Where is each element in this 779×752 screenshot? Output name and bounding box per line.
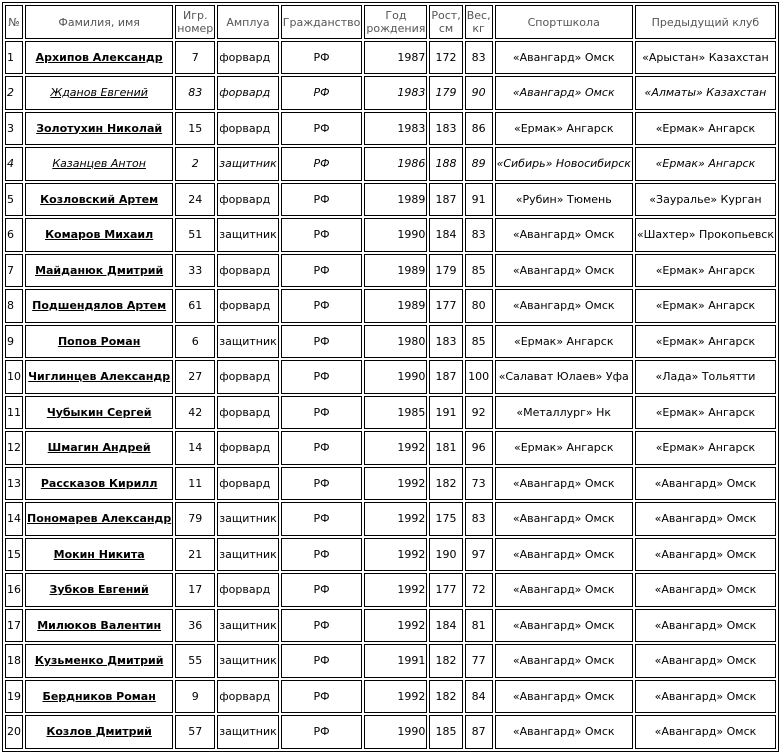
- cell-birth-year: 1992: [364, 431, 427, 465]
- cell-name: [25, 715, 173, 749]
- cell-prev-club: «Авангард» Омск: [635, 715, 776, 749]
- player-name-link[interactable]: Комаров Михаил: [45, 228, 154, 241]
- cell-school: «Авангард» Омск: [495, 538, 633, 571]
- cell-citizenship: РФ: [281, 254, 363, 287]
- table-row: [5, 538, 776, 571]
- player-name-link[interactable]: Майданюк Дмитрий: [35, 263, 164, 277]
- table-row: [5, 644, 776, 678]
- player-name-link[interactable]: Козлов Дмитрий: [46, 725, 152, 738]
- cell-height: 187: [429, 183, 462, 216]
- cell-prev-club: «Лада» Тольятти: [635, 360, 776, 394]
- cell-name: [25, 254, 173, 287]
- cell-num: 2: [5, 76, 23, 110]
- cell-num: 5: [5, 183, 23, 216]
- cell-jersey: 9: [175, 680, 215, 713]
- cell-prev-club: «Авангард» Омск: [635, 502, 776, 536]
- cell-citizenship: РФ: [281, 360, 363, 394]
- cell-prev-club: «Ермак» Ангарск: [635, 396, 776, 429]
- player-name-link[interactable]: Рассказов Кирилл: [40, 476, 158, 490]
- table-row: [5, 467, 776, 500]
- cell-citizenship: РФ: [281, 644, 363, 678]
- cell-prev-club: «Ермак» Ангарск: [635, 147, 776, 181]
- cell-school: «Сибирь» Новосибирск: [495, 147, 633, 181]
- cell-jersey: 33: [175, 254, 215, 287]
- cell-school: «Авангард» Омск: [495, 715, 633, 749]
- cell-weight: 73: [465, 467, 493, 500]
- cell-height: 182: [429, 467, 462, 500]
- table-row: [5, 502, 776, 536]
- cell-num: 7: [5, 254, 23, 287]
- cell-height: 172: [429, 41, 462, 74]
- player-name-link[interactable]: Чубыкин Сергей: [46, 405, 152, 419]
- cell-height: 191: [429, 396, 462, 429]
- cell-birth-year: 1987: [364, 41, 427, 74]
- cell-jersey: 27: [175, 360, 215, 394]
- cell-name: [25, 289, 173, 323]
- cell-school: «Ермак» Ангарск: [495, 325, 633, 358]
- cell-num: 19: [5, 680, 23, 713]
- cell-weight: 85: [465, 254, 493, 287]
- cell-birth-year: 1990: [364, 218, 427, 252]
- cell-prev-club: «Алматы» Казахстан: [635, 76, 776, 110]
- cell-prev-club: «Авангард» Омск: [635, 644, 776, 678]
- player-name-link[interactable]: Зубков Евгений: [49, 583, 149, 596]
- cell-weight: 96: [465, 431, 493, 465]
- cell-weight: 81: [465, 609, 493, 642]
- cell-weight: 91: [465, 183, 493, 216]
- cell-role: защитник: [217, 715, 279, 749]
- cell-height: 177: [429, 289, 462, 323]
- cell-height: 179: [429, 254, 462, 287]
- table-row: [5, 360, 776, 394]
- table-row: [5, 254, 776, 287]
- cell-height: 177: [429, 573, 462, 607]
- cell-school: «Салават Юлаев» Уфа: [495, 360, 633, 394]
- header-school: Спортшкола: [495, 5, 633, 39]
- cell-num: 11: [5, 396, 23, 429]
- cell-school: «Авангард» Омск: [495, 644, 633, 678]
- cell-weight: 87: [465, 715, 493, 749]
- roster-body: [5, 41, 776, 749]
- cell-prev-club: «Арыстан» Казахстан: [635, 41, 776, 74]
- cell-weight: 86: [465, 112, 493, 145]
- table-row: [5, 715, 776, 749]
- cell-height: 184: [429, 609, 462, 642]
- cell-birth-year: 1983: [364, 112, 427, 145]
- player-name-link[interactable]: Бердников Роман: [42, 689, 156, 703]
- header-row: [5, 5, 776, 39]
- cell-jersey: 21: [175, 538, 215, 571]
- player-name-link[interactable]: Казанцев Антон: [52, 157, 146, 170]
- cell-name: [25, 431, 173, 465]
- cell-num: 4: [5, 147, 23, 181]
- player-name-link[interactable]: Попов Роман: [57, 334, 141, 348]
- cell-school: «Авангард» Омск: [495, 680, 633, 713]
- table-row: [5, 147, 776, 181]
- table-row: [5, 218, 776, 252]
- cell-role: форвард: [217, 76, 279, 110]
- cell-name: [25, 360, 173, 394]
- cell-weight: 83: [465, 41, 493, 74]
- cell-name: [25, 680, 173, 713]
- cell-height: 183: [429, 325, 462, 358]
- cell-birth-year: 1992: [364, 467, 427, 500]
- cell-prev-club: «Авангард» Омск: [635, 538, 776, 571]
- cell-prev-club: «Ермак» Ангарск: [635, 325, 776, 358]
- cell-name: [25, 467, 173, 500]
- cell-name: [25, 644, 173, 678]
- cell-weight: 83: [465, 502, 493, 536]
- cell-jersey: 55: [175, 644, 215, 678]
- cell-jersey: 2: [175, 147, 215, 181]
- player-name-link[interactable]: Чиглинцев Александр: [28, 370, 171, 383]
- cell-birth-year: 1989: [364, 183, 427, 216]
- cell-role: защитник: [217, 609, 279, 642]
- cell-name: [25, 502, 173, 536]
- cell-name: [25, 218, 173, 252]
- cell-role: форвард: [217, 467, 279, 500]
- table-row: [5, 680, 776, 713]
- player-name-link[interactable]: Мокин Никита: [53, 547, 145, 561]
- cell-weight: 77: [465, 644, 493, 678]
- cell-citizenship: РФ: [281, 609, 363, 642]
- cell-role: защитник: [217, 644, 279, 678]
- cell-citizenship: РФ: [281, 680, 363, 713]
- cell-school: «Авангард» Омск: [495, 76, 633, 110]
- cell-height: 182: [429, 644, 462, 678]
- player-name-link[interactable]: Пономарев Александр: [27, 512, 172, 525]
- cell-name: [25, 609, 173, 642]
- cell-jersey: 14: [175, 431, 215, 465]
- cell-name: [25, 112, 173, 145]
- cell-role: защитник: [217, 325, 279, 358]
- cell-birth-year: 1992: [364, 609, 427, 642]
- cell-name: [25, 147, 173, 181]
- cell-role: форвард: [217, 573, 279, 607]
- cell-school: «Авангард» Омск: [495, 467, 633, 500]
- cell-prev-club: «Авангард» Омск: [635, 609, 776, 642]
- header-num: №: [5, 5, 23, 39]
- table-row: [5, 76, 776, 110]
- player-name-link[interactable]: Подшендялов Артем: [32, 299, 167, 312]
- cell-jersey: 83: [175, 76, 215, 110]
- cell-jersey: 57: [175, 715, 215, 749]
- cell-prev-club: «Авангард» Омск: [635, 467, 776, 500]
- cell-citizenship: РФ: [281, 715, 363, 749]
- cell-name: [25, 573, 173, 607]
- player-name-link[interactable]: Милюков Валентин: [37, 618, 162, 632]
- cell-height: 185: [429, 715, 462, 749]
- cell-name: [25, 325, 173, 358]
- cell-citizenship: РФ: [281, 218, 363, 252]
- cell-school: «Рубин» Тюмень: [495, 183, 633, 216]
- cell-birth-year: 1983: [364, 76, 427, 110]
- cell-birth-year: 1980: [364, 325, 427, 358]
- cell-weight: 85: [465, 325, 493, 358]
- cell-num: 17: [5, 609, 23, 642]
- cell-height: 190: [429, 538, 462, 571]
- cell-role: форвард: [217, 183, 279, 216]
- cell-height: 184: [429, 218, 462, 252]
- cell-birth-year: 1989: [364, 289, 427, 323]
- cell-prev-club: «Ермак» Ангарск: [635, 289, 776, 323]
- cell-jersey: 79: [175, 502, 215, 536]
- cell-jersey: 24: [175, 183, 215, 216]
- cell-prev-club: «Авангард» Омск: [635, 680, 776, 713]
- header-weight: Вес, кг: [465, 5, 493, 39]
- cell-birth-year: 1992: [364, 502, 427, 536]
- header-citizenship: Гражданство: [281, 5, 363, 39]
- cell-citizenship: РФ: [281, 41, 363, 74]
- table-row: [5, 396, 776, 429]
- table-row: [5, 183, 776, 216]
- cell-role: защитник: [217, 218, 279, 252]
- cell-citizenship: РФ: [281, 467, 363, 500]
- cell-num: 18: [5, 644, 23, 678]
- header-name: Фамилия, имя: [25, 5, 173, 39]
- cell-num: 16: [5, 573, 23, 607]
- cell-role: форвард: [217, 112, 279, 145]
- header-birth-year: Год рождения: [364, 5, 427, 39]
- cell-birth-year: 1992: [364, 538, 427, 571]
- cell-birth-year: 1986: [364, 147, 427, 181]
- cell-weight: 89: [465, 147, 493, 181]
- cell-birth-year: 1990: [364, 715, 427, 749]
- cell-birth-year: 1990: [364, 360, 427, 394]
- cell-citizenship: РФ: [281, 289, 363, 323]
- cell-weight: 97: [465, 538, 493, 571]
- player-name-link[interactable]: Золотухин Николай: [36, 121, 163, 135]
- cell-citizenship: РФ: [281, 396, 363, 429]
- cell-citizenship: РФ: [281, 573, 363, 607]
- player-name-link[interactable]: Козловский Артем: [40, 192, 159, 206]
- cell-weight: 92: [465, 396, 493, 429]
- cell-role: форвард: [217, 360, 279, 394]
- cell-weight: 100: [465, 360, 493, 394]
- cell-weight: 72: [465, 573, 493, 607]
- cell-height: 179: [429, 76, 462, 110]
- cell-role: защитник: [217, 147, 279, 181]
- cell-num: 15: [5, 538, 23, 571]
- table-row: [5, 289, 776, 323]
- cell-name: [25, 538, 173, 571]
- table-row: [5, 431, 776, 465]
- player-name-link[interactable]: Жданов Евгений: [50, 86, 148, 99]
- table-row: [5, 573, 776, 607]
- cell-role: форвард: [217, 396, 279, 429]
- cell-weight: 80: [465, 289, 493, 323]
- cell-num: 6: [5, 218, 23, 252]
- cell-birth-year: 1985: [364, 396, 427, 429]
- cell-num: 14: [5, 502, 23, 536]
- cell-role: форвард: [217, 431, 279, 465]
- cell-height: 187: [429, 360, 462, 394]
- cell-jersey: 61: [175, 289, 215, 323]
- cell-birth-year: 1992: [364, 573, 427, 607]
- cell-jersey: 17: [175, 573, 215, 607]
- cell-num: 9: [5, 325, 23, 358]
- cell-prev-club: «Ермак» Ангарск: [635, 431, 776, 465]
- cell-jersey: 15: [175, 112, 215, 145]
- cell-num: 20: [5, 715, 23, 749]
- cell-jersey: 42: [175, 396, 215, 429]
- cell-school: «Ермак» Ангарск: [495, 431, 633, 465]
- cell-name: [25, 76, 173, 110]
- cell-school: «Авангард» Омск: [495, 41, 633, 74]
- cell-name: [25, 41, 173, 74]
- cell-height: 175: [429, 502, 462, 536]
- cell-weight: 83: [465, 218, 493, 252]
- cell-birth-year: 1991: [364, 644, 427, 678]
- player-name-link[interactable]: Архипов Александр: [35, 50, 163, 64]
- cell-name: [25, 183, 173, 216]
- cell-prev-club: «Авангард» Омск: [635, 573, 776, 607]
- cell-jersey: 51: [175, 218, 215, 252]
- cell-school: «Авангард» Омск: [495, 609, 633, 642]
- table-row: [5, 41, 776, 74]
- cell-school: «Авангард» Омск: [495, 573, 633, 607]
- cell-num: 10: [5, 360, 23, 394]
- cell-citizenship: РФ: [281, 112, 363, 145]
- cell-num: 3: [5, 112, 23, 145]
- cell-jersey: 36: [175, 609, 215, 642]
- header-height: Рост, см: [429, 5, 462, 39]
- cell-school: «Авангард» Омск: [495, 218, 633, 252]
- cell-school: «Ермак» Ангарск: [495, 112, 633, 145]
- cell-num: 1: [5, 41, 23, 74]
- cell-jersey: 6: [175, 325, 215, 358]
- cell-citizenship: РФ: [281, 325, 363, 358]
- cell-birth-year: 1992: [364, 680, 427, 713]
- roster-table: [2, 2, 779, 752]
- header-role: Амплуа: [217, 5, 279, 39]
- cell-weight: 90: [465, 76, 493, 110]
- cell-num: 13: [5, 467, 23, 500]
- player-name-link[interactable]: Шмагин Андрей: [47, 441, 151, 454]
- cell-num: 8: [5, 289, 23, 323]
- cell-prev-club: «Шахтер» Прокопьевск: [635, 218, 776, 252]
- cell-citizenship: РФ: [281, 147, 363, 181]
- cell-prev-club: «Ермак» Ангарск: [635, 112, 776, 145]
- cell-school: «Авангард» Омск: [495, 289, 633, 323]
- cell-prev-club: «Ермак» Ангарск: [635, 254, 776, 287]
- cell-prev-club: «Зауралье» Курган: [635, 183, 776, 216]
- cell-jersey: 11: [175, 467, 215, 500]
- table-row: [5, 112, 776, 145]
- table-row: [5, 609, 776, 642]
- cell-citizenship: РФ: [281, 183, 363, 216]
- cell-role: защитник: [217, 538, 279, 571]
- cell-citizenship: РФ: [281, 76, 363, 110]
- cell-role: форвард: [217, 680, 279, 713]
- cell-role: форвард: [217, 41, 279, 74]
- cell-school: «Металлург» Нк: [495, 396, 633, 429]
- cell-height: 181: [429, 431, 462, 465]
- cell-jersey: 7: [175, 41, 215, 74]
- cell-birth-year: 1989: [364, 254, 427, 287]
- cell-height: 188: [429, 147, 462, 181]
- cell-citizenship: РФ: [281, 538, 363, 571]
- cell-school: «Авангард» Омск: [495, 502, 633, 536]
- header-prev-club: Предыдущий клуб: [635, 5, 776, 39]
- table-row: [5, 325, 776, 358]
- cell-school: «Авангард» Омск: [495, 254, 633, 287]
- cell-height: 182: [429, 680, 462, 713]
- cell-name: [25, 396, 173, 429]
- cell-citizenship: РФ: [281, 431, 363, 465]
- cell-weight: 84: [465, 680, 493, 713]
- cell-role: форвард: [217, 254, 279, 287]
- cell-num: 12: [5, 431, 23, 465]
- header-jersey: Игр. номер: [175, 5, 215, 39]
- cell-height: 183: [429, 112, 462, 145]
- cell-role: защитник: [217, 502, 279, 536]
- cell-citizenship: РФ: [281, 502, 363, 536]
- cell-role: форвард: [217, 289, 279, 323]
- player-name-link[interactable]: Кузьменко Дмитрий: [34, 654, 164, 667]
